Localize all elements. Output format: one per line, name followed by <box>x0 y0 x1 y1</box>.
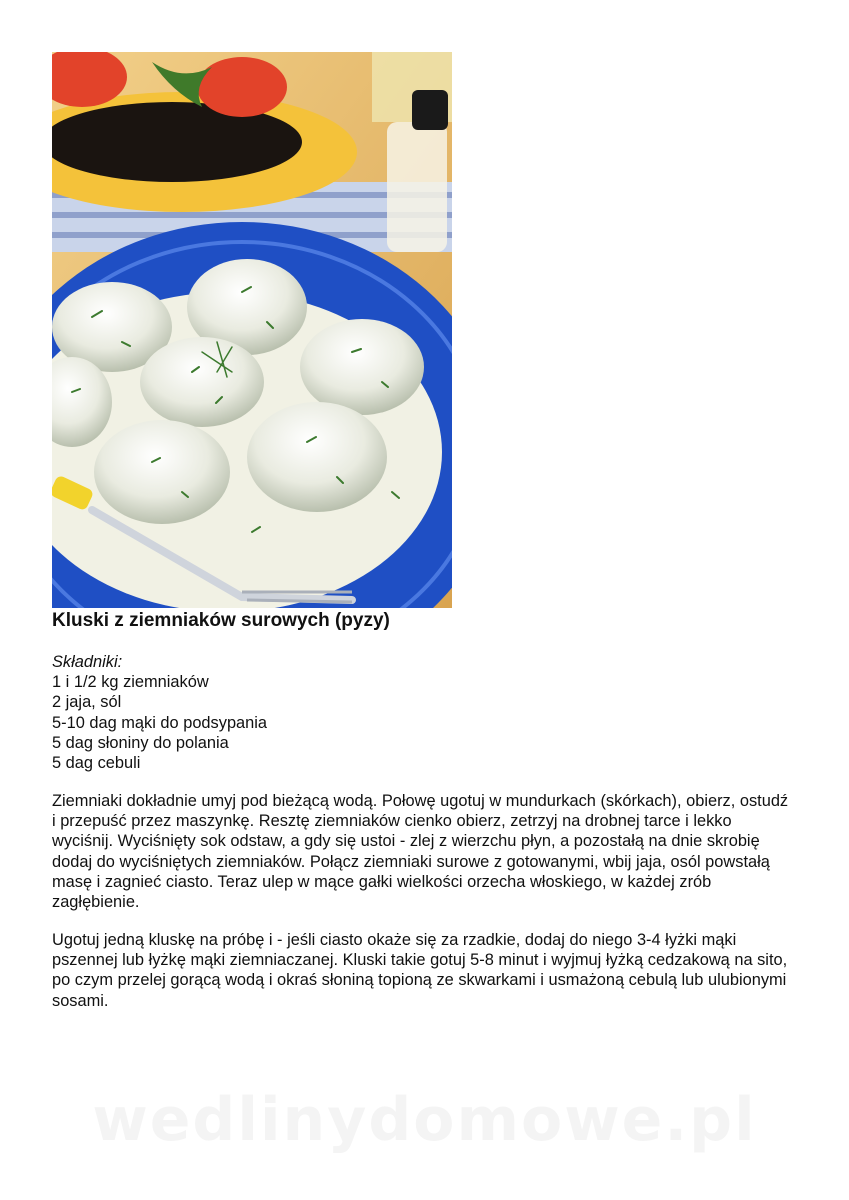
ingredients-list <box>52 672 792 773</box>
instructions-paragraph: Ziemniaki dokładnie umyj pod bieżącą wodą. Połowę ugotuj w mundurkach (skórkach), obierz, ostudź i przepuść przez maszynkę. Resztę ziemniaków cienko obierz, zetrzyj na drobnej tarce i lekko wyciśnij. Wyciśnięty sok odstaw, a gdy się ustoi - zlej z wierzchu płyn, a pozostałą na dnie skrobię dodaj do wyciśniętych ziemniaków. Połącz ziemniaki surowe z gotowanymi, wbij jaja, osól powstałą masę i zagnieć ciasto. Teraz ulep w mące gałki wielkości orzecha włoskiego, w każdej zrób zagłębienie. <box>52 792 789 912</box>
recipe-photo <box>52 52 452 608</box>
ingredients-label: Składniki: <box>52 653 123 671</box>
instructions-paragraph: Ugotuj jedną kluskę na próbę i - jeśli ciasto okaże się za rzadkie, dodaj do niego 3-4 łyżki mąki pszennej lub łyżkę mąki ziemniaczanej. Kluski takie gotuj 5-8 minut i wyjmuj łyżką cedzakową na sito, po czym przelej gorącą wodą i okraś słoniną topioną ze skwarkami i usmażoną cebulą lub ulubionymi sosami. <box>52 931 788 1010</box>
ingredient-item: 5-10 dag mąki do podsypania <box>52 713 268 732</box>
ingredient-item: 2 jaja, sól <box>52 693 122 712</box>
ingredients-section <box>52 652 792 773</box>
ingredient-item: 1 i 1/2 kg ziemniaków <box>52 673 209 692</box>
recipe-title: Kluski z ziemniaków surowych (pyzy) <box>52 610 390 631</box>
watermark-text: wedlinydomowe.pl <box>92 1085 757 1155</box>
ingredient-item: 5 dag cebuli <box>52 754 141 773</box>
ingredient-item: 5 dag słoniny do polania <box>52 733 229 752</box>
